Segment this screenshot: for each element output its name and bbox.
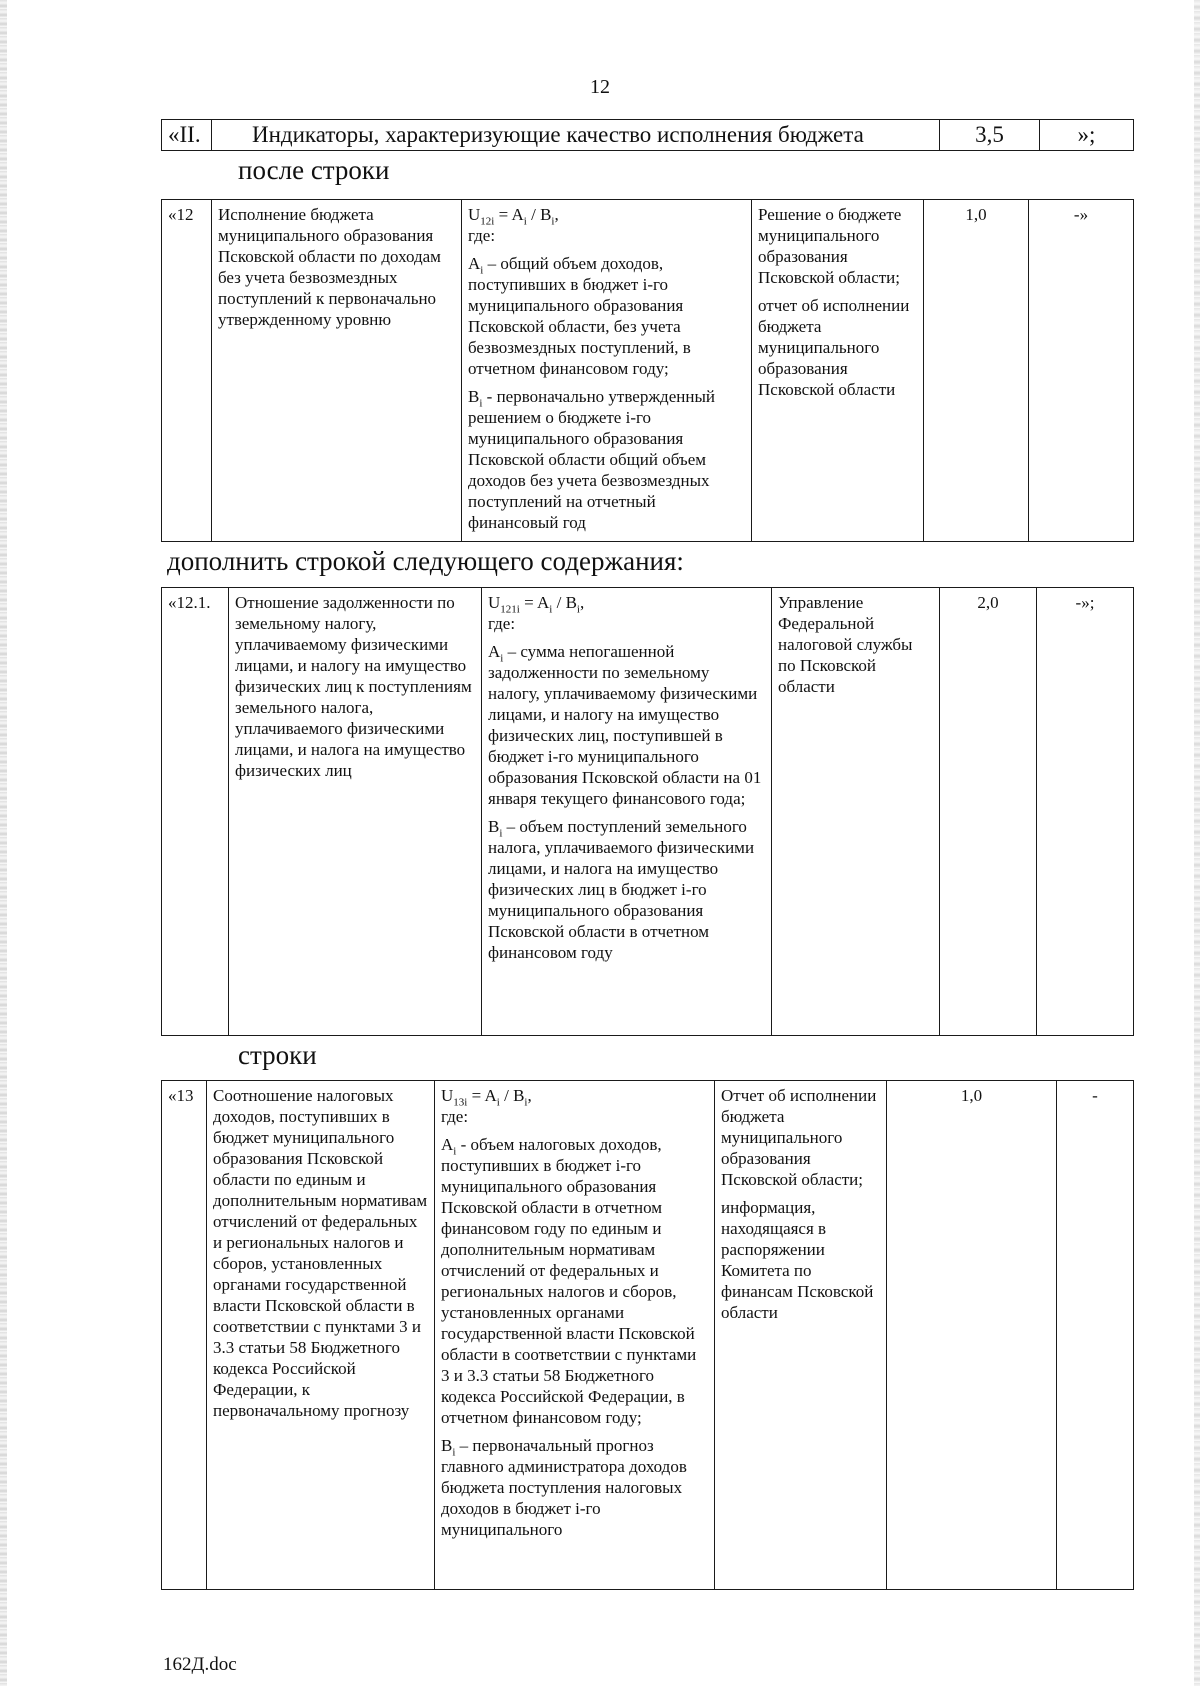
weight-cell: 1,0 xyxy=(887,1081,1057,1590)
formula-cell xyxy=(482,588,772,1036)
a-definition: $A_i$ – сумма непогашенной задолженности по земельному налогу, уплачиваемому физическими лицами, и налогу на имущество физических лиц, поступившей в бюджет i-го муниципального образования Псковской области на 01 января текущего финансового года; xyxy=(488,642,762,808)
b-definition: $B_i$ – первоначальный прогноз главного администратора доходов бюджета поступления налоговых доходов в бюджет i-го муниципального xyxy=(441,1436,687,1539)
mark-cell: »; xyxy=(1040,120,1134,151)
row121-table xyxy=(161,587,1134,1036)
weight-cell: 3,5 xyxy=(940,120,1040,151)
section-title: Индикаторы, характеризующие качество исполнения бюджета xyxy=(212,120,940,151)
row13-table xyxy=(161,1080,1134,1590)
table-row xyxy=(162,120,1134,151)
mark-cell: - xyxy=(1057,1081,1134,1590)
row-number: «II. xyxy=(162,120,212,151)
mark-cell: -»; xyxy=(1037,588,1134,1036)
mark-cell: -» xyxy=(1029,200,1134,542)
formula: $U_{121i} = A_i / B_i$, где: xyxy=(488,593,585,633)
a-definition: $A_i$ - объем налоговых доходов, поступивших в бюджет i-го муниципального образования Псковской области в отчетном финансовом году по единым и дополнительным нормативам отчислений от федеральных и региональных налогов и сборов, установленных органами государственной власти Псковской области в соответствии с пунктами 3 и 3.3 статьи 58 Бюджетного кодекса Российской Федерации, в отчетном финансовом году; xyxy=(441,1135,697,1427)
page-number: 12 xyxy=(590,76,610,98)
row-number: «12.1. xyxy=(162,588,229,1036)
row-number: «12 xyxy=(162,200,212,542)
caption-rows: строки xyxy=(238,1040,317,1070)
indicator-name: Исполнение бюджета муниципального образования Псковской области по доходам без учета безвозмездных поступлений к первоначально утвержденному уровню xyxy=(212,200,462,542)
source-cell xyxy=(772,588,940,1036)
a-definition: $A_i$ – общий объем доходов, поступивших в бюджет i-го муниципального образования Псковской области, без учета безвозмездных поступлений, в отчетном финансовом году; xyxy=(468,254,691,378)
table-row xyxy=(162,200,1134,542)
source-text: Управление Федеральной налоговой службы по Псковской области xyxy=(778,593,913,696)
source-text: Решение о бюджете муниципального образования Псковской области; xyxy=(758,205,902,287)
formula: $U_{13i} = A_i / B_i$, где: xyxy=(441,1086,532,1126)
b-definition: $B_i$ – объем поступлений земельного налога, уплачиваемого физическими лицами, и налога на имущество физических лиц в бюджет i-го муниципального образования Псковской области в отчетном финансовом году xyxy=(488,817,755,962)
caption-add-row: дополнить строкой следующего содержания: xyxy=(167,546,684,576)
source-cell xyxy=(715,1081,887,1590)
row12-table xyxy=(161,199,1134,542)
b-definition: $B_i$ - первоначально утвержденный решением о бюджете i-го муниципального образования Псковской области общий объем доходов без учета безвозмездных поступлений на отчетный финансовый год xyxy=(468,387,715,532)
formula-cell xyxy=(462,200,752,542)
indicator-name: Соотношение налоговых доходов, поступивших в бюджет муниципального образования Псковской области по единым и дополнительным нормативам отчислений от федеральных и региональных налогов и сборов, установленных органами государственной власти Псковской области в соответствии с пунктами 3 и 3.3 статьи 58 Бюджетного кодекса Российской Федерации, к первоначальному прогнозу xyxy=(207,1081,435,1590)
source-text: отчет об исполнении бюджета муниципального образования Псковской области xyxy=(758,296,910,399)
source-cell xyxy=(752,200,924,542)
weight-cell: 2,0 xyxy=(940,588,1037,1036)
section-row-table xyxy=(161,119,1134,151)
footer-filename: 162Д.doc xyxy=(163,1654,237,1675)
scan-edge-right xyxy=(1194,0,1200,1686)
formula-cell xyxy=(435,1081,715,1590)
weight-cell: 1,0 xyxy=(924,200,1029,542)
source-text: информация, находящаяся в распоряжении Комитета по финансам Псковской области xyxy=(721,1198,874,1322)
source-text: Отчет об исполнении бюджета муниципального образования Псковской области; xyxy=(721,1086,877,1189)
table-row xyxy=(162,1081,1134,1590)
row-number: «13 xyxy=(162,1081,207,1590)
table-row xyxy=(162,588,1134,1036)
indicator-name: Отношение задолженности по земельному налогу, уплачиваемому физическими лицами, и налогу на имущество физических лиц к поступлениям земельного налога, уплачиваемого физическими лицами, и налога на имущество физических лиц xyxy=(229,588,482,1036)
scan-edge-left xyxy=(0,0,7,1686)
caption-after-row: после строки xyxy=(238,155,390,185)
formula: $U_{12i} = A_i / B_i$, где: xyxy=(468,205,559,245)
